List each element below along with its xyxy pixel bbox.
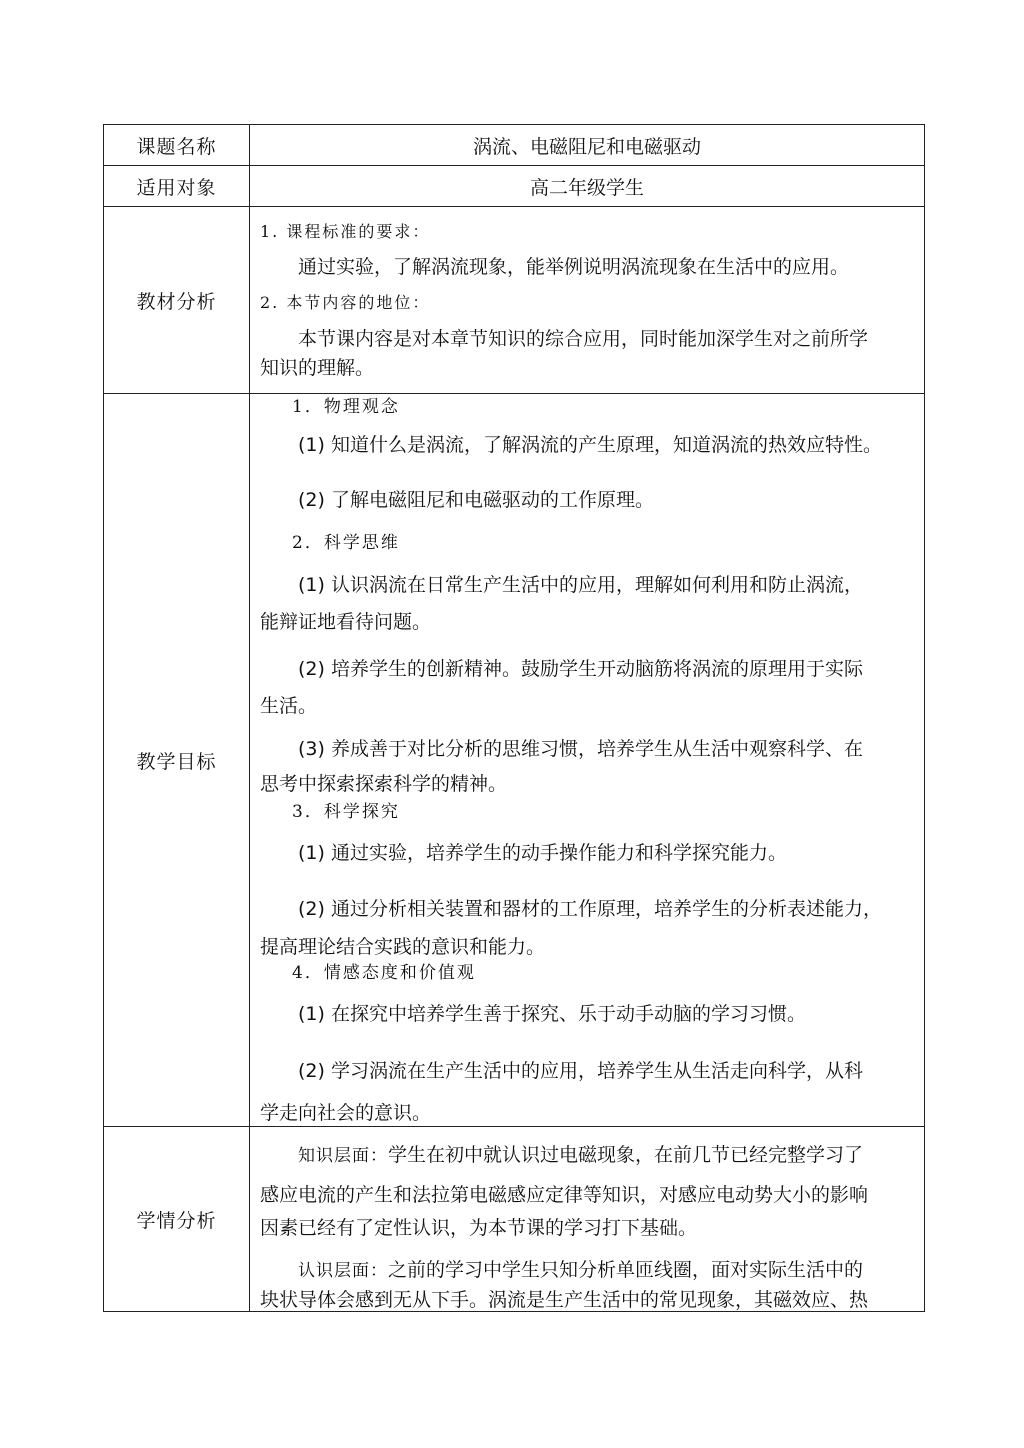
situation-knowledge-title: 知识层面： bbox=[298, 1146, 388, 1166]
value-title: 涡流、电磁阻尼和电磁驱动 bbox=[250, 125, 925, 166]
value-target: 高二年级学生 bbox=[250, 166, 925, 207]
cell-goals bbox=[250, 394, 925, 1127]
row-title bbox=[104, 125, 925, 166]
label-title: 课题名称 bbox=[104, 125, 250, 166]
lesson-plan-table bbox=[103, 124, 925, 1312]
situation-cognition-title: 认识层面： bbox=[298, 1261, 388, 1281]
label-situation: 学情分析 bbox=[104, 1127, 250, 1312]
situation-knowledge-line-1 bbox=[260, 1133, 914, 1175]
goals-s2-item-2-line-1: (2) 培养学生的创新精神。鼓励学生开动脑筋将涡流的原理用于实际 bbox=[298, 658, 863, 680]
material-heading-1: 1. 课程标准的要求： bbox=[260, 222, 431, 241]
situation-knowledge-text-1: 学生在初中就认识过电磁现象，在前几节已经完整学习了 bbox=[388, 1144, 864, 1166]
goals-s3-item-2-line-1: (2) 通过分析相关装置和器材的工作原理，培养学生的分析表述能力， bbox=[298, 898, 882, 920]
cell-material bbox=[250, 207, 925, 394]
label-target: 适用对象 bbox=[104, 166, 250, 207]
goals-s2-item-2-line-2: 生活。 bbox=[260, 695, 318, 717]
goals-section-4: 4．情感态度和价值观 bbox=[292, 963, 476, 983]
situation-knowledge-line-2: 感应电流的产生和法拉第电磁感应定律等知识，对感应电动势大小的影响 bbox=[260, 1184, 869, 1206]
situation-cognition-text-1: 之前的学习中学生只知分析单匝线圈，面对实际生活中的 bbox=[388, 1259, 864, 1281]
cell-situation bbox=[250, 1127, 925, 1312]
material-para-2-line-2: 知识的理解。 bbox=[260, 357, 375, 379]
situation-knowledge-line-3: 因素已经有了定性认识，为本节课的学习打下基础。 bbox=[260, 1217, 698, 1239]
goals-s4-item-1: (1) 在探究中培养学生善于探究、乐于动手动脑的学习习惯。 bbox=[298, 1003, 806, 1025]
goals-s3-item-1: (1) 通过实验，培养学生的动手操作能力和科学探究能力。 bbox=[298, 842, 787, 864]
situation-cognition-line-2: 块状导体会感到无从下手。涡流是生产生活中的常见现象，其磁效应、热 bbox=[260, 1289, 869, 1311]
goals-s1-item-2: (2) 了解电磁阻尼和电磁驱动的工作原理。 bbox=[298, 489, 654, 511]
goals-s2-item-3-line-2: 思考中探索探索科学的精神。 bbox=[260, 773, 508, 795]
label-material: 教材分析 bbox=[104, 207, 250, 394]
goals-s2-item-1-line-1: (1) 认识涡流在日常生产生活中的应用，理解如何利用和防止涡流， bbox=[298, 574, 863, 596]
goals-s4-item-2-line-1: (2) 学习涡流在生产生活中的应用，培养学生从生活走向科学，从科 bbox=[298, 1060, 863, 1082]
goals-section-2: 2．科学思维 bbox=[292, 533, 400, 553]
goals-section-3: 3．科学探究 bbox=[292, 802, 400, 822]
situation-cognition-line-1 bbox=[260, 1247, 914, 1285]
row-situation bbox=[104, 1127, 925, 1312]
material-para-2-line-1: 本节课内容是对本章节知识的综合应用，同时能加深学生对之前所学 bbox=[298, 328, 869, 350]
goals-s4-item-2-line-2: 学走向社会的意识。 bbox=[260, 1102, 432, 1124]
material-heading-2: 2. 本节内容的地位： bbox=[260, 293, 431, 312]
goals-s1-item-1: (1) 知道什么是涡流，了解涡流的产生原理，知道涡流的热效应特性。 bbox=[298, 434, 882, 456]
row-goals bbox=[104, 394, 925, 1127]
material-para-1: 通过实验，了解涡流现象，能举例说明涡流现象在生活中的应用。 bbox=[298, 256, 850, 278]
goals-s2-item-1-line-2: 能辩证地看待问题。 bbox=[260, 611, 432, 633]
row-material bbox=[104, 207, 925, 394]
goals-s3-item-2-line-2: 提高理论结合实践的意识和能力。 bbox=[260, 936, 546, 958]
row-target bbox=[104, 166, 925, 207]
goals-s2-item-3-line-1: (3) 养成善于对比分析的思维习惯，培养学生从生活中观察科学、在 bbox=[298, 738, 863, 760]
goals-section-1: 1．物理观念 bbox=[292, 397, 400, 417]
label-goals: 教学目标 bbox=[104, 394, 250, 1127]
